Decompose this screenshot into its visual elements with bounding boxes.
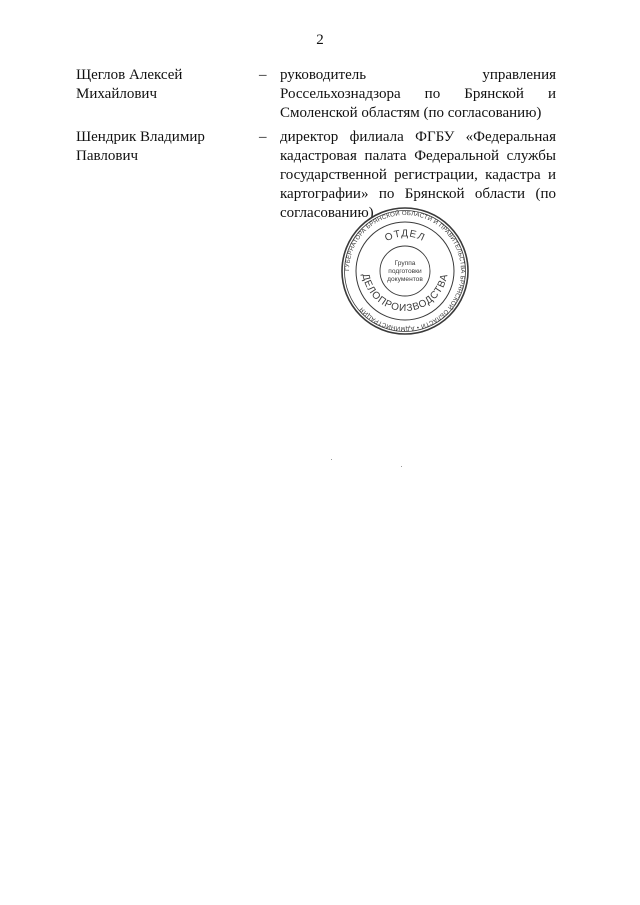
dash-separator: – <box>259 67 267 83</box>
name-line: Михайлович <box>76 86 157 102</box>
person-name <box>76 128 246 166</box>
scan-speck <box>401 466 402 467</box>
stamp-arc-top: ОТДЕЛ <box>383 228 427 245</box>
name-line: Павлович <box>76 148 139 164</box>
position-description: руководитель управления Россельхознадзора по Брянской и Смоленской областям (по согласованию) <box>280 67 556 121</box>
stamp-center-line: Группа <box>394 260 416 267</box>
stamp-ring-text: ГУБЕРНАТОРА БРЯНСКОЙ ОБЛАСТИ И ПРАВИТЕЛЬСТВА БРЯНСКОЙ ОБЛАСТИ • АДМИНИСТРАЦИЯ <box>343 209 467 333</box>
scan-speck <box>331 459 332 460</box>
official-stamp <box>340 206 470 336</box>
dash-separator: – <box>259 129 267 145</box>
person-name <box>76 66 246 104</box>
page-number: 2 <box>316 32 324 48</box>
name-line: Шендрик Владимир <box>76 129 205 145</box>
position-description: директор филиала ФГБУ «Федеральная кадастровая палата Федеральной службы государственной регистрации, кадастра и картографии» по Брянской области (по согласованию) <box>280 129 556 221</box>
stamp-arc-bottom: ДЕЛОПРОИЗВОДСТВА <box>359 272 451 315</box>
stamp-center-line: документов <box>387 276 423 283</box>
name-line: Щеглов Алексей <box>76 67 183 83</box>
stamp-center-line: подготовки <box>388 268 422 275</box>
